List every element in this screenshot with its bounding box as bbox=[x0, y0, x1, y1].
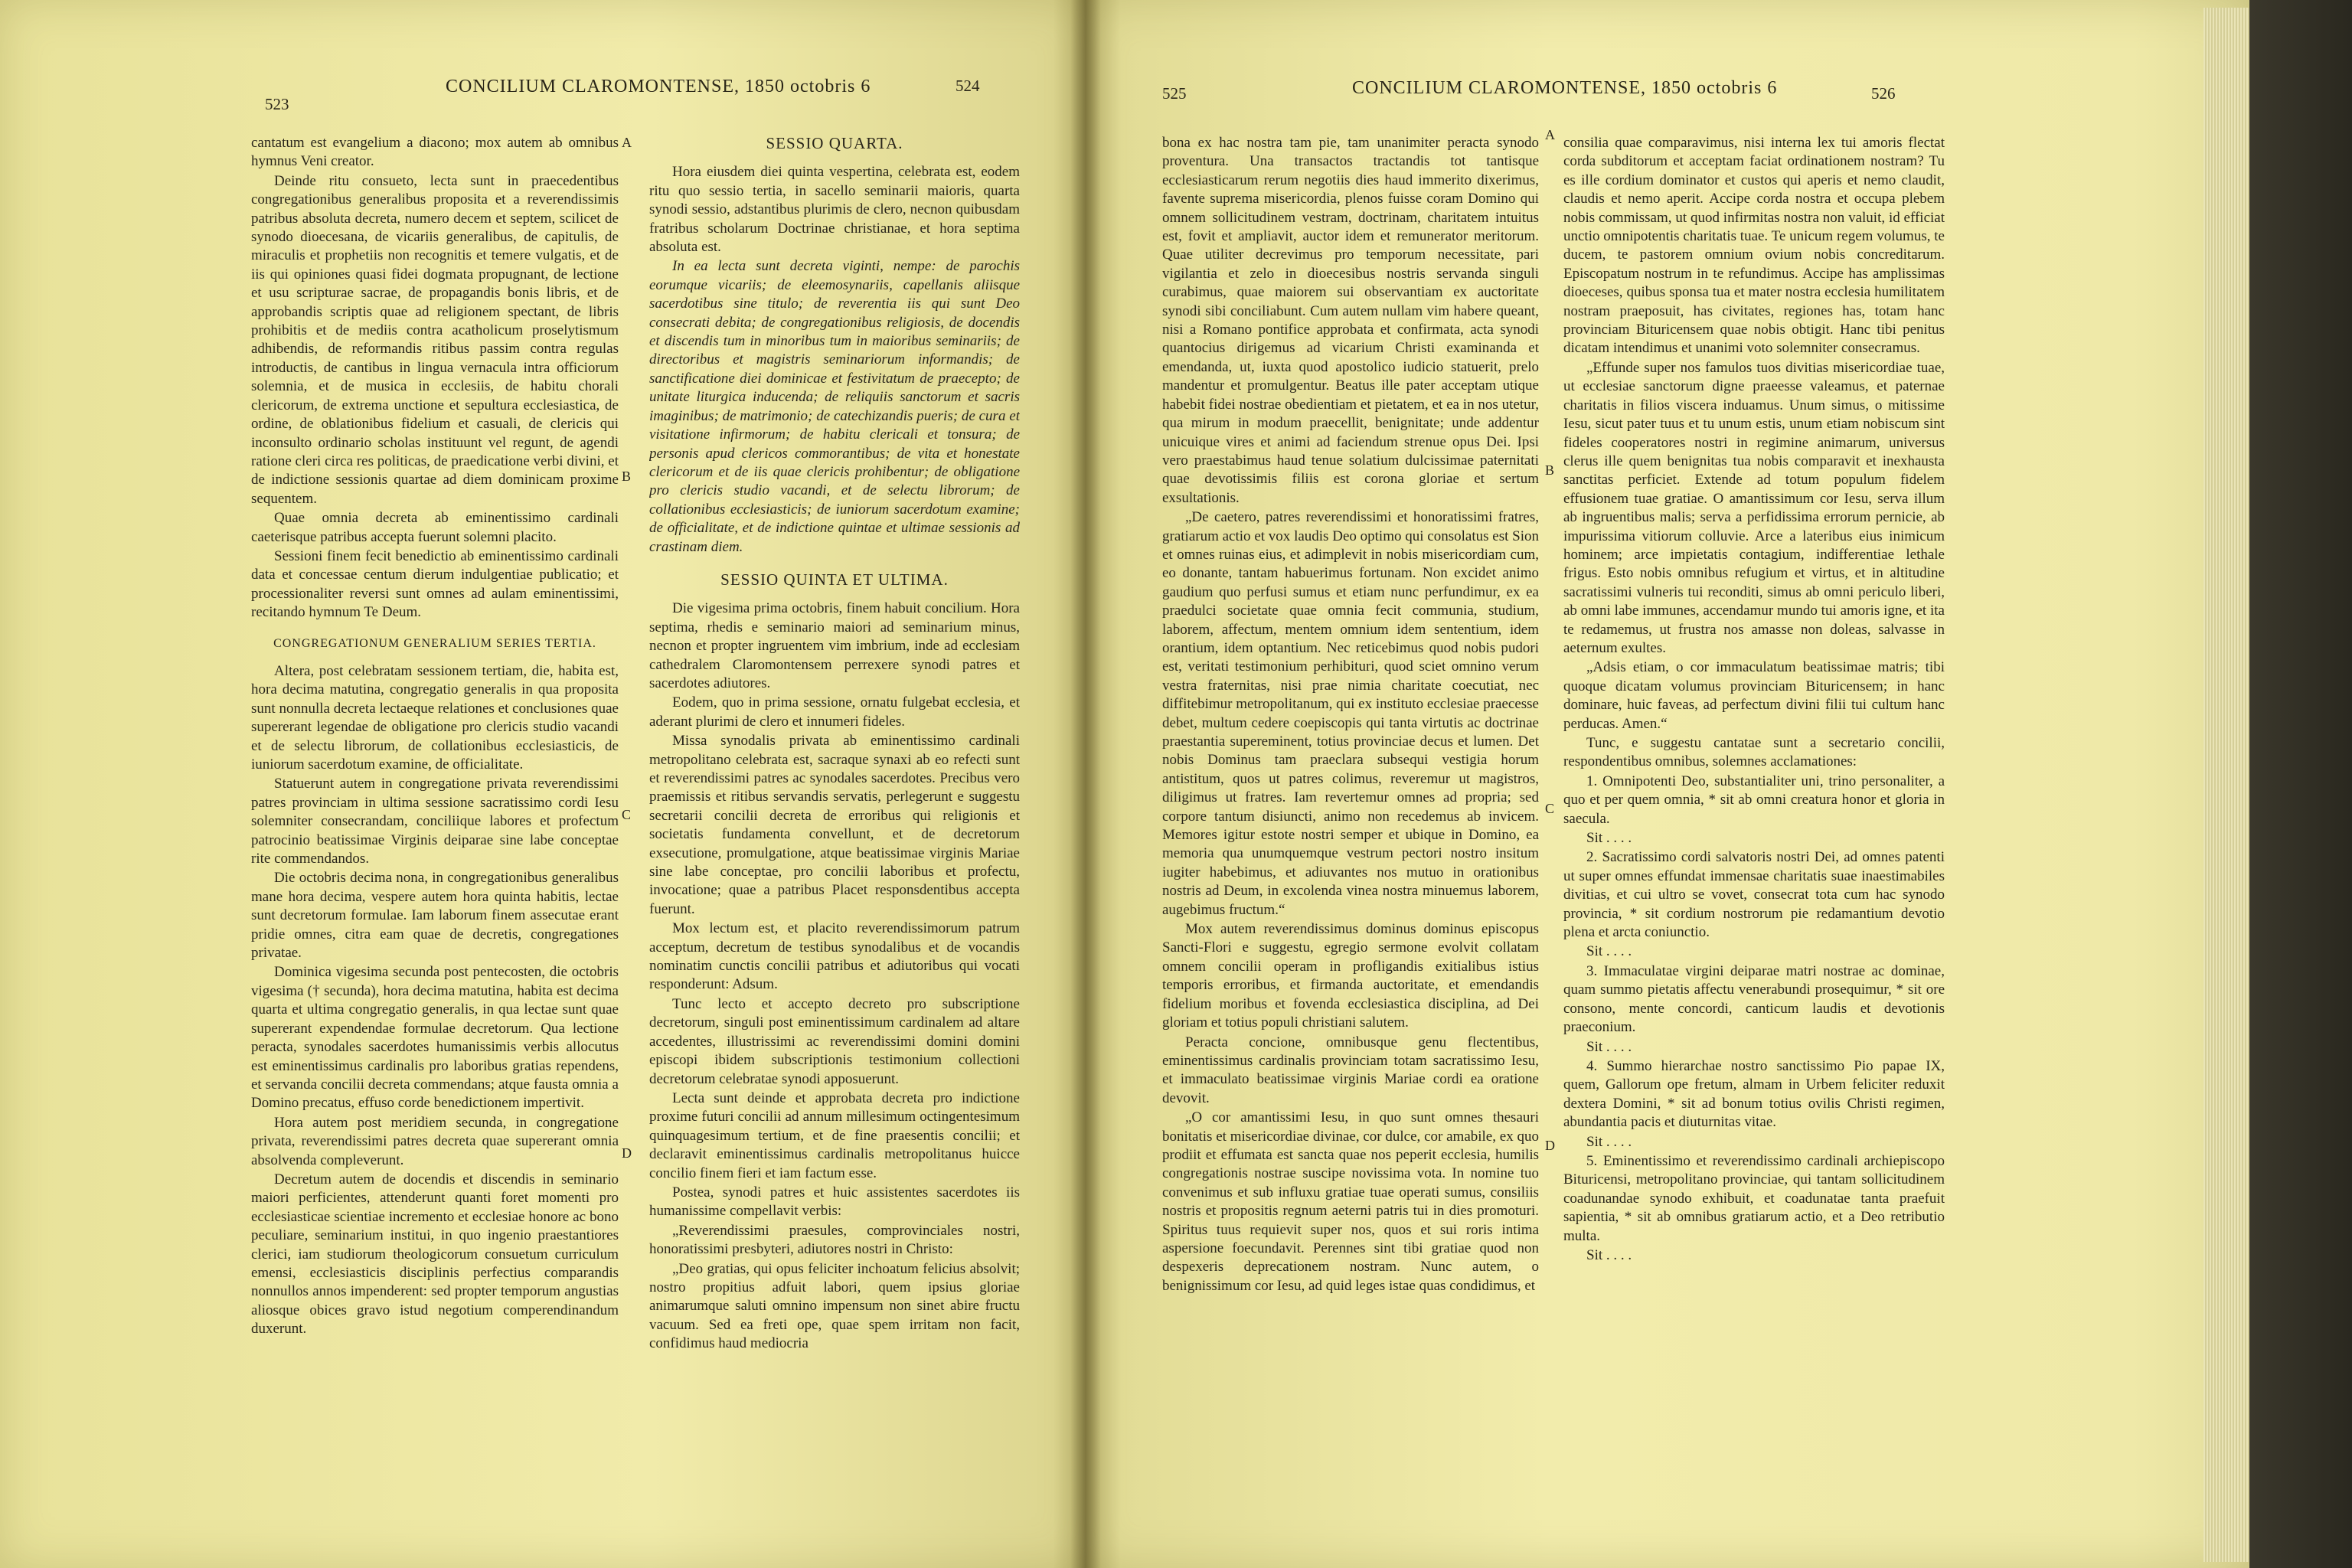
margin-letter-d: D bbox=[1545, 1138, 1555, 1153]
left-page-header: CONCILIUM CLAROMONTENSE, 1850 octobris 6 bbox=[446, 77, 871, 96]
margin-letter-b: B bbox=[1545, 462, 1555, 478]
left-page-column-1 bbox=[251, 134, 619, 1535]
paragraph: Decretum autem de docendis et discendis in seminario maiori perficientes, attenderunt quanti foret momenti pro ecclesiasticae scientiae incremento et ecclesiae honore ac bono peculiare, seminarium institui, in quo ingenio praestantiores clerici, iam studiorum theologicorum consuetum curriculum emensi, ecclesiasticis disciplinis perfectius comparandis nonnullos annos impenderent: sed propter temporum angustias aliosque obices gravo istud negotium comperendinandum duxerunt. bbox=[251, 1171, 619, 1338]
paragraph: „Deo gratias, qui opus feliciter inchoatum felicius absolvit; nostro propitius adfuit labori, quem ipsius gloriae animarumque saluti omnino impensum non sinet abire fructu vacuum. Sed ea freti ope, quae spem irritam non facit, confidimus haud mediocria bbox=[649, 1260, 1020, 1352]
paragraph: Eodem, quo in prima sessione, ornatu fulgebat ecclesia, et aderant plurimi de clero et innumeri fideles. bbox=[649, 694, 1020, 730]
acclamation: 4. Summo hierarchae nostro sanctissimo Pio papae IX, quem, Gallorum ope fretum, almam in Urbem feliciter reduxit dextera Domini, * sit ad bonum totius ovilis Christi regimen, abundantia pacis et diuturnitas vitae. bbox=[1563, 1057, 1945, 1131]
margin-letter-b: B bbox=[622, 469, 632, 484]
margin-letter-d: D bbox=[622, 1145, 632, 1161]
margin-letter-c: C bbox=[1545, 801, 1555, 816]
paragraph: Postea, synodi patres et huic assistentes sacerdotes iis humanissime compellavit verbis: bbox=[649, 1184, 1020, 1220]
response: Sit . . . . bbox=[1586, 1246, 1632, 1263]
paragraph: Tunc, e suggestu cantatae sunt a secretario concilii, respondentibus omnibus, solemnes acclamationes: bbox=[1563, 735, 1945, 770]
paragraph: Hora autem post meridiem secunda, in congregatione privata, reverendissimi patres decreta quae supererant omnia absolvenda compleverunt. bbox=[251, 1114, 619, 1168]
paragraph: In ea lecta sunt decreta viginti, nempe: de parochis eorumque vicariis; de eleemosynariis, capellanis aliisque sacerdotibus sine titulo; de reverentia iis qui sunt Deo consecrati debita; de congregationibus religiosis, de docendis et discendis tum in minoribus tum in maioribus seminariis; de directoribus et magistris seminariorum informandis; de sanctificatione diei dominicae et festivitatum de praecepto; de unitate liturgica inducenda; de reliquiis sanctorum et sacris imaginibus; de matrimonio; de catechizandis pueris; de cura et visitatione infirmorum; de habitu clericali et tonsura; de personis apud clericos commorantibus; de vita et honestate clericorum et de iis quae clericis prohibentur; de obligatione pro clericis studio vacandi, et de selectu librorum; de collationibus ecclesiasticis; de iuniorum sacerdotum examine; de officialitate, et de indictione quintae et ultimae sessionis ad crastinam diem. bbox=[649, 258, 1020, 555]
paragraph: Die octobris decima nona, in congregationibus generalibus mane hora decima, vespere autem hora quinta habitis, lectae sunt decretorum formulae. Iam laborum finem assecutae erant pridie omnes, citra eam quae de decretis, congregationes privatae. bbox=[251, 870, 619, 962]
section-heading: SESSIO QUARTA. bbox=[766, 134, 903, 152]
paragraph: Statuerunt autem in congregatione privata reverendissimi patres provinciam in ultima sessione sacratissimo cordi Iesu solemniter consecrandam, conciliique labores et profectum patrocinio beatissimae Virginis deiparae sine labe conceptae rite commendandos. bbox=[251, 776, 619, 867]
acclamation: 3. Immaculatae virgini deiparae matri nostrae ac dominae, quam summo pietatis affectu venerabundi prosequimur, * sit ore consono, mente concordi, canticum laudis et devotionis praeconium. bbox=[1563, 962, 1945, 1036]
response: Sit . . . . bbox=[1586, 830, 1632, 847]
paragraph: Sessioni finem fecit benedictio ab eminentissimo cardinali data et concessae centum dierum indulgentiae publicatio; et processionaliter reversi sunt omnes ad aulam eminentissimi, recitando hymnum Te Deum. bbox=[251, 547, 619, 621]
right-page-column-2 bbox=[1563, 134, 1945, 1535]
acclamation: 2. Sacratissimo cordi salvatoris nostri Dei, ad omnes patenti ut super omnes effundat immensae charitatis suae inaestimabiles divitias, et cui ultro se vovet, consecrat tota cum hac synodo provincia, * sit cordium nostrorum pie redamantium devotio plena et arcta coniunctio. bbox=[1563, 849, 1945, 941]
margin-letter-a: A bbox=[1545, 127, 1555, 142]
paragraph: Peracta concione, omnibusque genu flectentibus, eminentissimus cardinalis provinciam totam sacratissimo Iesu, et immaculato beatissimae virginis Mariae cordi ea oratione devovit. bbox=[1162, 1034, 1539, 1106]
paragraph: „Adsis etiam, o cor immaculatum beatissimae matris; tibi quoque dicatam volumus provinciam Bituricensem; in hanc dominare, huic faveas, ad perfectum divini filii tui cultum hanc perducas. Amen.“ bbox=[1563, 659, 1945, 732]
paragraph: consilia quae comparavimus, nisi interna lex tui amoris flectat corda subditorum et acceptam faciat ordinationem nostram? Tu es ille cordium dominator et custos qui aperis et nemo claudit, claudis et nemo aperit. Accipe corda nostra et occupa plebem nobis commissam, ut quod infirmitas nostra non valuit, id efficiat unctio omnipotentis charitatis tuae. Te unicum regem volumus, te ducem, te pastorem omnium ovium nobis concreditarum. Episcopatum nostrum in te refundimus. Accipe has amplissimas dioeceses, quibus sponsa tua et mater nostra ecclesia humilitatem nostram praeposuit, has civitates, regiones has, totam hanc provinciam Bituricensem quae nobis obtigit. Hanc tibi penitus dicatam intendimus et unanimi voto solemniter consecramus. bbox=[1563, 135, 1945, 357]
response: Sit . . . . bbox=[1586, 1038, 1632, 1055]
page-number-525: 525 bbox=[1162, 84, 1187, 103]
paragraph: Altera, post celebratam sessionem tertiam, die, habita est, hora decima matutina, congregatio generalis in qua proposita sunt nonnulla decreta lectaeque relationes et conclusiones quae supererant legendae de obligatione pro clericis studio vacandi et de selectu librorum, de collationibus ecclesiasticis, de iuniorum sacerdotum examine, de officialitate. bbox=[251, 662, 619, 773]
paragraph: „O cor amantissimi Iesu, in quo sunt omnes thesauri bonitatis et misericordiae divinae, cor dulce, cor amabile, ex quo prodiit et effumata est sancta quae nos peperit ecclesia, humilis congregationis nostrae suscipe novissima vota. In nomine tuo convenimus et sub influxu gratiae tuae operati sumus, consiliis nostris et propositis regnum aeterni patris tui in dies promoturi. Spiritus tuus requievit super nos, quos et sui roris intima aspersione foecundavit. Perennes sint tibi gratiae quod non despexeris deprecationem nostram. Nunc autem, o benignissimum cor Iesu, ad quid leges istae quas condidimus, et bbox=[1162, 1109, 1539, 1294]
section-heading: SESSIO QUINTA ET ULTIMA. bbox=[720, 570, 949, 589]
paragraph: Deinde ritu consueto, lecta sunt in praecedentibus congregationibus generalibus proposita et a reverendissimis patribus absoluta decreta, numero decem et septem, scilicet de synodo dioecesana, de vicariis generalibus, de capitulis, de miraculis et prophetiis non recognitis et temere vulgatis, et de iis qui opiniones quasi fidei dogmata propugnant, de lectione et usu scripturae sacrae, de propagandis bonis libris, et de approbandis scriptis quae ad religionem spectant, de libris prohibitis et de mediis contra acatholicum proselytismum adhibendis, de reformandis ritibus passim contra regulas introductis, de cantibus in lingua vernacula intra officiorum solemnia, et de musica in ecclesiis, de habitu chorali clericorum, de extrema unctione et sepultura ecclesiastica, de ordine, de oblationibus fidelium et casuali, de clericis qui inconsulto ordinario scholas instituunt vel regunt, de agendi ratione cleri circa res politicas, de praedicatione verbi divini, et de indictione sessionis quartae ad diem dominicam proxime sequentem. bbox=[251, 172, 619, 507]
book-gutter bbox=[1070, 0, 1101, 1568]
paragraph: Tunc lecto et accepto decreto pro subscriptione decretorum, singuli post eminentissimum cardinalem ad altare accedentes, illustrissimi ac reverendissimi domini domini episcopi ibidem subscriptionis testimonium collectioni decretorum celebratae synodi apposuerunt. bbox=[649, 995, 1020, 1087]
paragraph: Mox autem reverendissimus dominus dominus episcopus Sancti-Flori e suggestu, egregio sermone evolvit collatam omnem concilii operam in profligandis exitialibus istius temporis erroribus, et firmanda auctoritate, et emendandis fidelium moribus et fovenda ecclesiastica disciplina, ad Dei gloriam et totius populi christiani salutem. bbox=[1162, 921, 1539, 1031]
margin-letter-a: A bbox=[622, 135, 632, 150]
paragraph: „Reverendissimi praesules, comprovinciales nostri, honoratissimi presbyteri, adiutores nostri in Christo: bbox=[649, 1222, 1020, 1258]
paragraph: Missa synodalis privata ab eminentissimo cardinali metropolitano celebrata est, sacraque synaxi ab eo refecti sunt et reverendissimi patres ac synodales sacerdotes. Precibus vero praemissis et ritibus servandis servatis, perlegerunt e suggestu secretarii concilii decreta de erroribus qui religionis et societatis fundamenta convellunt, et de decretorum exsecutione, promulgatione, atque beatissimae virginis Mariae sine labe conceptae, pro concilii laboribus et profectu, invocatione; quae a patribus Placet responsdentibus accepta fuerunt. bbox=[649, 733, 1020, 917]
section-heading: CONGREGATIONUM GENERALIUM SERIES TERTIA. bbox=[273, 636, 596, 650]
response: Sit . . . . bbox=[1586, 1133, 1632, 1150]
paragraph: Dominica vigesima secunda post pentecosten, die octobris vigesima († secunda), hora decima matutina, habita est decima quarta et ultima congregatio generalis, in qua lectae sunt quae supererant expendendae formulae decretorum. Qua lectione peracta, synodales sacerdotes humanissimis verbis allocutus est eminentissimus cardinalis pro laboribus gratias rependens, et servanda concilii decreta commendans; atque fausta omnia a Domino precatus, effuso corde benedictionem impertivit. bbox=[251, 964, 619, 1112]
margin-letter-c: C bbox=[622, 807, 632, 822]
paragraph: Lecta sunt deinde et approbata decreta pro indictione proxime futuri concilii ad annum millesimum octingentesimum quinquagesimum tertium, et de fine praesentis concilii; et declaravit eminentissimus cardinalis metropolitanus huicce concilio finem fieri et iam factum esse. bbox=[649, 1089, 1020, 1181]
page-edges bbox=[2203, 8, 2249, 1562]
right-page-column-1 bbox=[1162, 134, 1539, 1535]
background-surface bbox=[2245, 0, 2352, 1568]
paragraph: „De caetero, patres reverendissimi et honoratissimi fratres, gratiarum actio et vox laudis Deo optimo qui consolatus est Sion et omnes ruinas eius, et adimplevit in nobis misericordiam cum, eo donante, tantam habuerimus fortunam. Non excidet animo gaudium quo perfusi sumus et etiam nunc perfundimur, ex ea praedulci societate quae omnia fecit communia, studium, laborem, affectum, mentem omnium idem sententium, idem orantium, idem optantium. Nec reticebimus quod nobis pudori est, veritati testimonium perhibituri, quod sciet omnino verum vestra fraternitas, nisi prae nimia charitate coecutiat, nec diffitebimur metropolitanum, qui ex instituto ecclesiae praecesse debet, multum cedere coepiscopis qui tanta virtutis ac doctrinae praestantia supereminent, totius provinciae decus et lumen. Det nobis Dominus tam praeclara subsequi vestigia horum antistitum, quos ut patres colimus, reveremur ut magistros, diligimus ut fratres. Iam revertemur omnes ad propria; sed corpore tantum disiuncti, animo non recedemus ab invicem. Memores igitur estote nostri semper et ubique in Domino, ea memoria qua unumquemque vestrum pectori nostro insitum iugiter habebimus, et adiuvantes nos mutuo in orationibus nostris ad Deum, in excolenda vinea nostra minuemus laborem, augebimus fructum.“ bbox=[1162, 509, 1539, 918]
response: Sit . . . . bbox=[1586, 943, 1632, 960]
page-number-526: 526 bbox=[1871, 84, 1896, 103]
left-page-column-2 bbox=[649, 134, 1020, 1535]
paragraph: bona ex hac nostra tam pie, tam unanimiter peracta synodo proventura. Una transactos tractandis tot tantisque ecclesiasticarum rerum negotiis dies haud immerito dixerimus, favente suprema misericordia, plenos fuisse coram Domino qui omnem sollicitudinem vestram, doctrinam, charitatem intuitus est, fovit et ampliavit, auctor idem et remunerator meritorum. Quae utiliter decrevimus pro temporum necessitate, pari vigilantia et zelo in dioecesibus nostris servanda singuli curabimus, quae maiorem sui observantiam ex auctoritate synodi sibi conciliabunt. Cum autem nullam vim habere queant, nisi a Romano pontifice approbata et confirmata, acta synodi quantocius dirigemus ad vicarium Christi examinanda et emendanda, ut, iuxta quod apostolico iudicio statuerit, prelo mandentur et promulgentur. Beatus ille pater acceptam utique habebit fidei nostrae obedientiam et pietatem, et ea in nos utetur, qua mirum in modum praecellit, benignitate; unde addentur unicuique vires et animi ad faciendum strenue opus Dei. Ipsi vero praestabimus haud tenue solatium dulcissimae paternitati quae devotissimis filiis est corona gloriae et sertum exsultationis. bbox=[1162, 135, 1539, 506]
paragraph: Die vigesima prima octobris, finem habuit concilium. Hora septima, rhedis e seminario maiori ad seminarium minus, necnon et propter ingruentem vim imbrium, inde ad ecclesiam cathedralem Claromontensem perrexere synodi patres et sacerdotes adiutores. bbox=[649, 600, 1020, 691]
paragraph: Hora eiusdem diei quinta vespertina, celebrata est, eodem ritu quo sessio tertia, in sacello seminarii maioris, quarta synodi sessio, adstantibus plurimis de clero, necnon quibusdam fratribus scholarum Doctrinae christianae, et hora septima absoluta est. bbox=[649, 164, 1020, 256]
paragraph: „Effunde super nos famulos tuos divitias misericordiae tuae, ut ecclesiae sanctorum digne praeesse valeamus, et paternae charitatis in filios viscera induamus. Unum simus, o mitissime Iesu, sicut pater tuus et tu unum estis, unum etiam nobiscum sint fideles cooperatores nostri in regimine animarum, universus clerus ille quem benignitas tua nobis comparavit et inexhausta sanctitas perficiet. Extende ad totum populum fidelem effusionem tuae gratiae. O amantissimum cor Iesu, serva illum ab ingruentibus malis; serva a perfidissima errorum pernicie, ab impurissima vitiorum colluvie. Arce a lateribus eius inimicum hominem; arce impietatis contagium, indifferentiae lethale frigus. Esto nobis omnibus refugium et virtus, et in altitudine sacratissimi vulneris tui reconditi, simus ab omni periculo liberi, ab omni labe immunes, accendamur mundo tui amoris igne, et ita te redamemus, ut frustra nos amasse non doleas, salvasse in aeternum exultes. bbox=[1563, 359, 1945, 656]
acclamation: 1. Omnipotenti Deo, substantialiter uni, trino personaliter, a quo et per quem omnia, * sit ab omni creatura honor et gloria in saecula. bbox=[1563, 773, 1945, 827]
paragraph: cantatum est evangelium a diacono; mox autem ab omnibus hymnus Veni creator. bbox=[251, 135, 619, 170]
right-page-header: CONCILIUM CLAROMONTENSE, 1850 octobris 6 bbox=[1352, 78, 1778, 98]
acclamation: 5. Eminentissimo et reverendissimo cardinali archiepiscopo Bituricensi, metropolitano provinciae, qui tantam sollicitudinem coadunandae synodo exhibuit, et coadunatae tanta praefuit sapientia, * sit ab omnibus gratiarum actio, et a Deo retributio multa. bbox=[1563, 1152, 1945, 1244]
page-number-523: 523 bbox=[265, 95, 289, 113]
left-page bbox=[0, 0, 1086, 1568]
right-page bbox=[1086, 0, 2249, 1568]
page-number-524: 524 bbox=[956, 77, 980, 95]
paragraph: Quae omnia decreta ab eminentissimo cardinali caeterisque patribus accepta fuerunt solemni placito. bbox=[251, 510, 619, 545]
paragraph: Mox lectum est, et placito reverendissimorum patrum acceptum, decretum de testibus synodalibus et de vocandis nominatim cunctis concilii patribus et adiutoribus qui vocati responderunt: Adsum. bbox=[649, 920, 1020, 993]
